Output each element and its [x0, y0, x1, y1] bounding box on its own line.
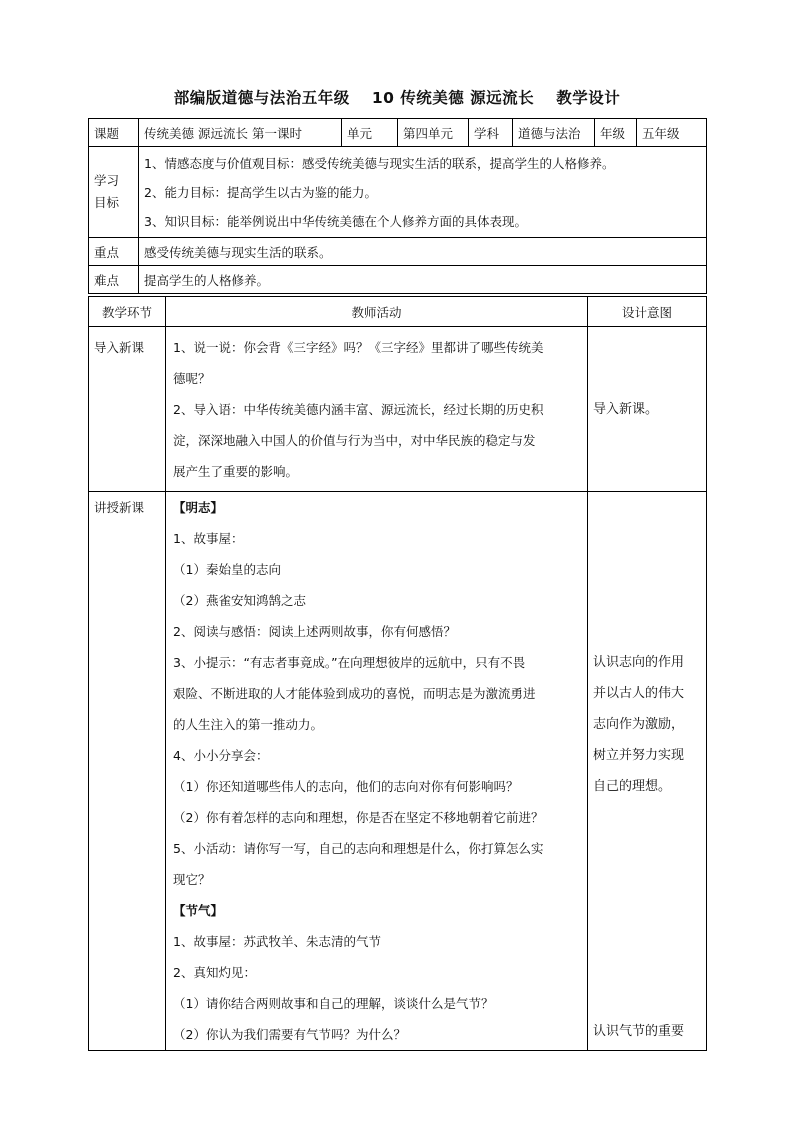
activity-line: （2）燕雀安知鸿鹄之志 — [173, 593, 306, 608]
info-row-key — [89, 238, 707, 266]
intent-line: 树立并努力实现 — [593, 748, 685, 763]
topic-label: 课题 — [89, 119, 139, 147]
activity-line: 1、说一说：你会背《三字经》吗？《三字经》里都讲了哪些传统美 — [173, 340, 544, 355]
goals-label — [89, 147, 139, 238]
activity-line: （1）你还知道哪些伟人的志向，他们的志向对你有何影响吗？ — [173, 779, 519, 794]
lesson-header-row — [89, 297, 707, 327]
activity-line: （1）请你结合两则故事和自己的理解，谈谈什么是气节？ — [173, 996, 494, 1011]
section-heading-jieqi: 【节气】 — [173, 903, 224, 918]
activity-line: 展产生了重要的影响。 — [173, 464, 299, 479]
teach-phase — [89, 492, 166, 1051]
teach-row — [89, 492, 707, 1051]
activity-line: 3、小提示：“有志者事竟成。”在向理想彼岸的远航中，只有不畏 — [173, 655, 526, 670]
header-intent: 设计意图 — [588, 297, 707, 327]
info-table — [88, 118, 707, 294]
activity-line: 5、小活动：请你写一写，自己的志向和理想是什么，你打算怎么实 — [173, 841, 544, 856]
subject-value: 道德与法治 — [513, 119, 595, 147]
goals-label-line-2: 目标 — [94, 195, 120, 210]
unit-label: 单元 — [342, 119, 398, 147]
topic-value: 传统美德 源远流长 第一课时 — [139, 119, 342, 147]
grade-value: 五年级 — [637, 119, 707, 147]
unit-value: 第四单元 — [398, 119, 469, 147]
teach-intent — [588, 492, 707, 1051]
header-phase: 教学环节 — [89, 297, 166, 327]
header-activity: 教师活动 — [166, 297, 588, 327]
document-title — [0, 86, 794, 108]
intent-line: 志向作为激励， — [593, 717, 685, 732]
key-value: 感受传统美德与现实生活的联系。 — [139, 238, 707, 266]
title-part-3: 教学设计 — [556, 89, 621, 107]
intent-line: 自己的理想。 — [593, 779, 672, 794]
activity-line: （1）秦始皇的志向 — [173, 562, 281, 577]
activity-line: （2）你认为我们需要有气节吗？为什么？ — [173, 1027, 406, 1042]
title-part-2: 10 传统美德 源远流长 — [371, 89, 535, 107]
activity-line: 现它？ — [173, 872, 211, 887]
grade-label: 年级 — [595, 119, 637, 147]
activity-line: 2、真知灼见： — [173, 965, 256, 980]
intent-line: 并以古人的伟大 — [593, 686, 685, 701]
activity-line: 的人生注入的第一推动力。 — [173, 717, 324, 732]
activity-line: 艰险、不断进取的人才能体验到成功的喜悦，而明志是为激流勇进 — [173, 686, 536, 701]
activity-line: 2、阅读与感悟：阅读上述两则故事，你有何感悟？ — [173, 624, 456, 639]
info-row-goals — [89, 147, 707, 238]
intro-phase-label: 导入新课 — [94, 340, 145, 355]
activity-line: 1、故事屋： — [173, 531, 244, 546]
goal-item: 1、情感态度与价值观目标：感受传统美德与现实生活的联系，提高学生的人格修养。 — [144, 156, 615, 171]
activity-line: 4、小小分享会： — [173, 748, 269, 763]
intro-activity — [166, 327, 588, 492]
lesson-table — [88, 296, 707, 1051]
key-label: 重点 — [89, 238, 139, 266]
intro-intent — [588, 327, 707, 492]
info-row-difficulty — [89, 266, 707, 294]
activity-line: 淀，深深地融入中国人的价值与行为当中，对中华民族的稳定与发 — [173, 433, 536, 448]
title-part-1: 部编版道德与法治五年级 — [173, 89, 350, 107]
section-heading-mingzhi: 【明志】 — [173, 500, 224, 515]
activity-line: 1、故事屋：苏武牧羊、朱志清的气节 — [173, 934, 381, 949]
goals-label-line-1: 学习 — [94, 173, 120, 188]
intent-line: 认识志向的作用 — [593, 655, 685, 670]
subject-label: 学科 — [469, 119, 513, 147]
teach-phase-label: 讲授新课 — [94, 500, 145, 515]
goals-content — [139, 147, 707, 238]
intro-phase — [89, 327, 166, 492]
intro-intent-text: 导入新课。 — [593, 401, 659, 417]
goal-item: 3、知识目标：能举例说出中华传统美德在个人修养方面的具体表现。 — [144, 214, 527, 229]
teach-activity — [166, 492, 588, 1051]
intro-row — [89, 327, 707, 492]
goal-item: 2、能力目标：提高学生以古为鉴的能力。 — [144, 185, 377, 200]
difficulty-label: 难点 — [89, 266, 139, 294]
activity-line: 2、导入语：中华传统美德内涵丰富、源远流长，经过长期的历史积 — [173, 402, 544, 417]
intent-line: 认识气节的重要 — [593, 1024, 685, 1039]
activity-line: （2）你有着怎样的志向和理想，你是否在坚定不移地朝着它前进？ — [173, 810, 544, 825]
info-row-topic — [89, 119, 707, 147]
difficulty-value: 提高学生的人格修养。 — [139, 266, 707, 294]
activity-line: 德呢？ — [173, 371, 211, 386]
